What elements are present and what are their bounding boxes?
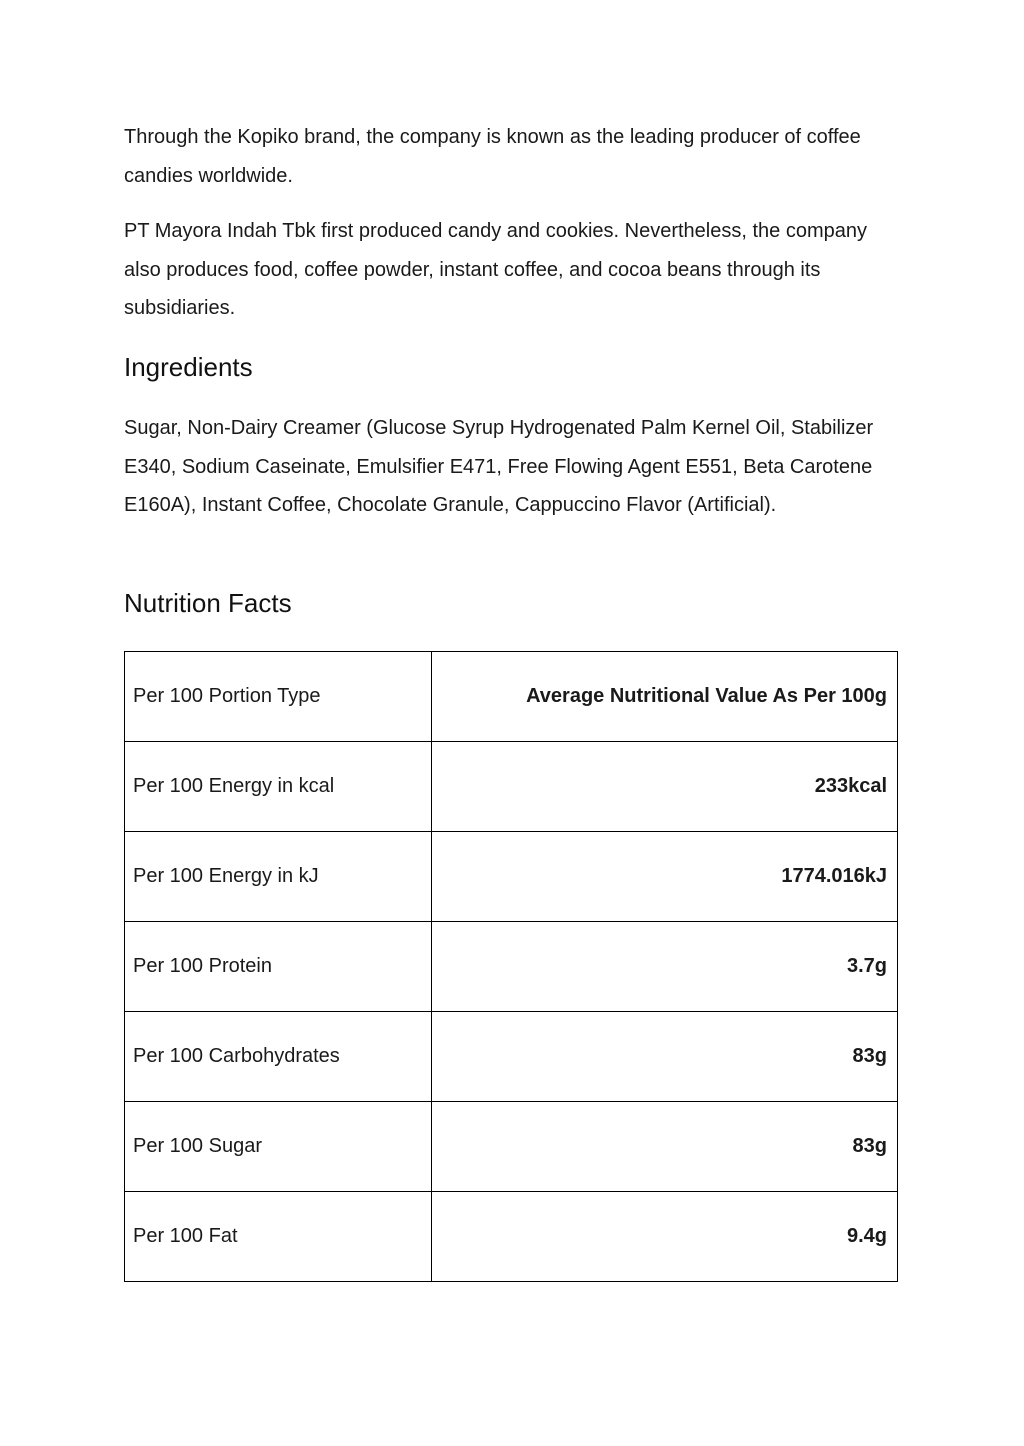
row-label: Per 100 Energy in kJ [125, 832, 432, 922]
table-row [125, 922, 898, 1012]
table-row [125, 1012, 898, 1102]
nutrition-facts-heading: Nutrition Facts [124, 588, 292, 618]
table-row [125, 652, 898, 742]
row-value: 9.4g [432, 1192, 898, 1282]
row-value: 233kcal [432, 742, 898, 832]
row-label: Per 100 Energy in kcal [125, 742, 432, 832]
row-value: Average Nutritional Value As Per 100g [432, 652, 898, 742]
row-label: Per 100 Portion Type [125, 652, 432, 742]
intro-paragraph-kopiko: Through the Kopiko brand, the company is known as the leading producer of coffee candies worldwide. [124, 126, 861, 187]
row-label: Per 100 Fat [125, 1192, 432, 1282]
table-row [125, 1102, 898, 1192]
row-value: 1774.016kJ [432, 832, 898, 922]
table-row [125, 1192, 898, 1282]
row-value: 83g [432, 1102, 898, 1192]
table-row [125, 832, 898, 922]
row-label: Per 100 Carbohydrates [125, 1012, 432, 1102]
row-value: 3.7g [432, 922, 898, 1012]
table-row [125, 742, 898, 832]
ingredients-text: Sugar, Non-Dairy Creamer (Glucose Syrup Hydrogenated Palm Kernel Oil, Stabilizer E340, Sodium Caseinate, Emulsifier E471, Free Flowing Agent E551, Beta Carotene E160A), Instant Coffee, Chocolate Granule, Cappuccino Flavor (Artificial). [124, 417, 874, 516]
intro-paragraph-mayora: PT Mayora Indah Tbk first produced candy and cookies. Nevertheless, the company also produces food, coffee powder, instant coffee, and cocoa beans through its subsidiaries. [124, 220, 867, 319]
nutrition-table [124, 651, 898, 1282]
ingredients-heading: Ingredients [124, 352, 253, 382]
row-label: Per 100 Protein [125, 922, 432, 1012]
row-value: 83g [432, 1012, 898, 1102]
row-label: Per 100 Sugar [125, 1102, 432, 1192]
